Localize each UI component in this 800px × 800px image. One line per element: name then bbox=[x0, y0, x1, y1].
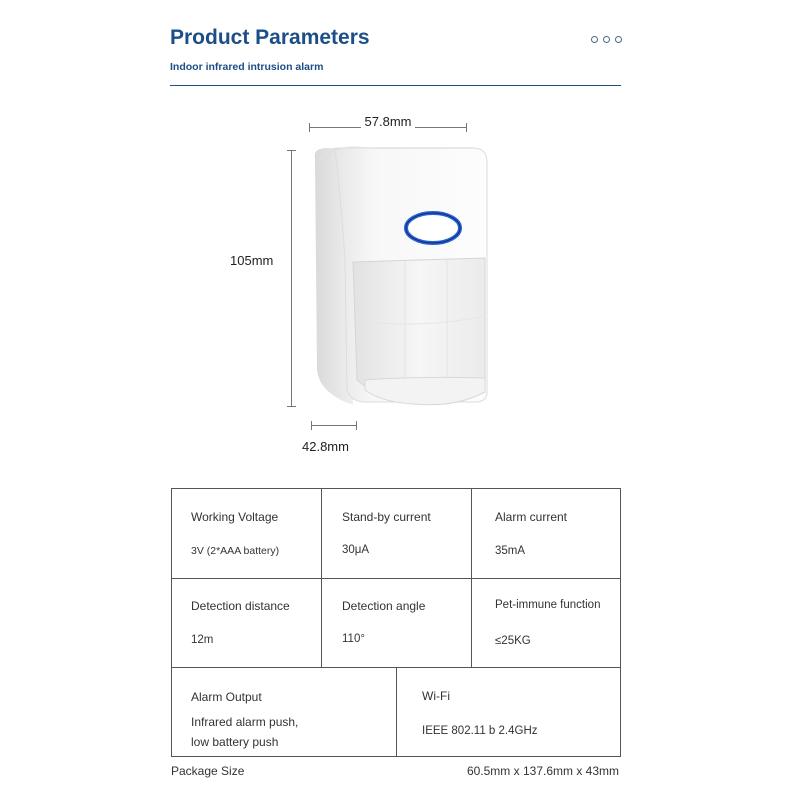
spec-label-alarm-output: Alarm Output bbox=[191, 690, 262, 704]
height-dimension-line bbox=[291, 150, 292, 407]
height-dimension-label: 105mm bbox=[230, 253, 274, 268]
spec-label-standby-current: Stand-by current bbox=[342, 510, 431, 524]
spec-label-detection-distance: Detection distance bbox=[191, 599, 290, 613]
spec-label-detection-angle: Detection angle bbox=[342, 599, 426, 613]
package-size-label: Package Size bbox=[171, 764, 245, 778]
spec-value-pet-immune: ≤25KG bbox=[495, 635, 531, 647]
header-divider bbox=[170, 85, 621, 86]
table-divider bbox=[172, 578, 620, 579]
depth-dimension-label: 42.8mm bbox=[302, 439, 349, 454]
spec-value-alarm-output-line2: low battery push bbox=[191, 735, 279, 749]
spec-value-standby-current: 30μA bbox=[342, 544, 370, 556]
spec-value-alarm-current: 35mA bbox=[495, 545, 526, 557]
pir-sensor-image bbox=[305, 140, 495, 415]
spec-table bbox=[171, 488, 621, 757]
width-dimension-label: 57.8mm bbox=[300, 114, 476, 129]
page-subtitle: Indoor infrared intrusion alarm bbox=[170, 61, 324, 73]
spec-value-detection-angle: 110° bbox=[342, 633, 365, 645]
spec-label-wifi: Wi-Fi bbox=[422, 689, 450, 703]
depth-dimension-line bbox=[311, 425, 357, 426]
spec-value-detection-distance: 12m bbox=[191, 634, 214, 646]
more-dots-icon bbox=[591, 36, 622, 43]
table-divider bbox=[396, 667, 397, 756]
table-divider bbox=[172, 667, 620, 668]
spec-label-alarm-current: Alarm current bbox=[495, 510, 568, 524]
spec-label-pet-immune: Pet-immune function bbox=[495, 599, 601, 611]
spec-value-wifi: IEEE 802.11 b 2.4GHz bbox=[422, 725, 538, 737]
page-title: Product Parameters bbox=[170, 26, 370, 49]
spec-value-working-voltage: 3V (2*AAA battery) bbox=[191, 545, 280, 557]
spec-value-alarm-output-line1: Infrared alarm push, bbox=[191, 715, 299, 729]
package-size-value: 60.5mm x 137.6mm x 43mm bbox=[466, 764, 619, 778]
spec-label-working-voltage: Working Voltage bbox=[191, 510, 279, 524]
